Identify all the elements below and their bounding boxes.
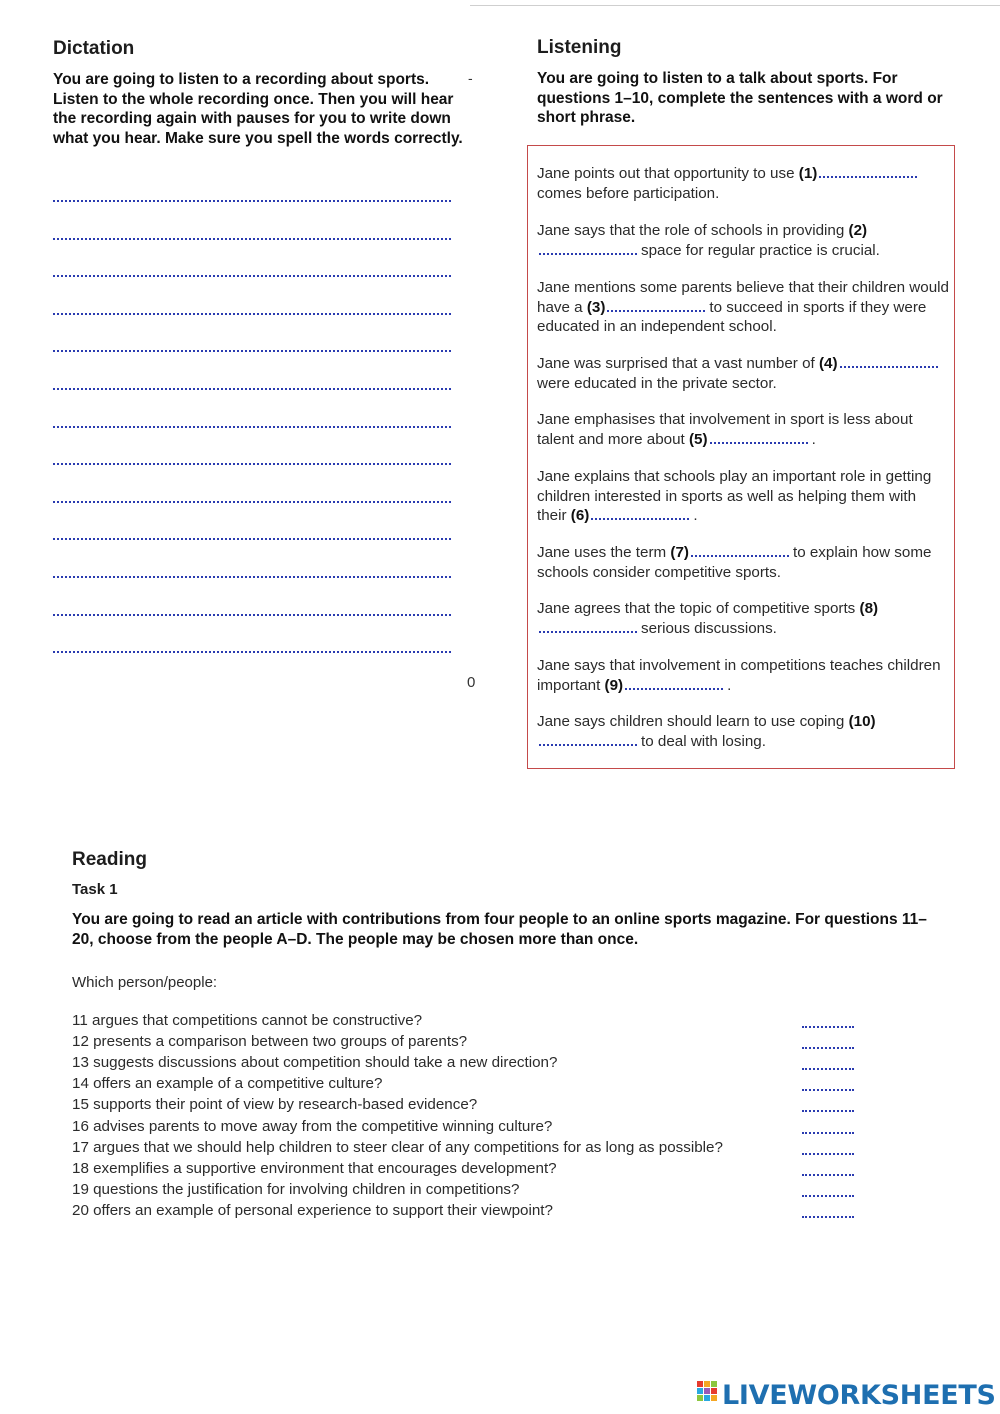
reading-answer-gap[interactable] xyxy=(802,1132,854,1134)
question-number: (7) xyxy=(670,544,689,561)
reading-prompt: Which person/people: xyxy=(72,974,218,991)
dictation-line[interactable] xyxy=(53,313,451,351)
dictation-line[interactable] xyxy=(53,501,451,539)
listening-question xyxy=(537,354,949,393)
listening-question xyxy=(537,164,949,203)
question-text-pre: Jane agrees that the topic of competitive sports xyxy=(537,600,856,617)
reading-answer-gap[interactable] xyxy=(802,1216,854,1218)
dictation-line[interactable] xyxy=(53,426,451,464)
reading-answer-gap[interactable] xyxy=(802,1068,854,1070)
question-number: (1) xyxy=(798,165,818,182)
dictation-title: Dictation xyxy=(53,38,135,59)
question-text-pre: Jane mentions some parents believe that their children would have a xyxy=(537,279,949,316)
reading-question: 14 offers an example of a competitive culture? xyxy=(72,1075,383,1093)
reading-instructions: You are going to read an article with contributions from four people to an online sports magazine. For questions 11–20, choose from the people A–D. The people may be chosen more than once. xyxy=(72,911,927,948)
listening-question xyxy=(537,712,949,751)
dictation-line[interactable] xyxy=(53,614,451,652)
question-text-post: serious discussions. xyxy=(641,619,777,637)
stray-mark: - xyxy=(468,70,473,86)
listening-question xyxy=(537,599,949,638)
question-text-post: comes before participation. xyxy=(537,184,720,202)
question-number: (5) xyxy=(689,430,708,448)
reading-answer-gap[interactable] xyxy=(802,1195,854,1197)
listening-question xyxy=(537,278,949,337)
question-text-post: . xyxy=(693,507,698,525)
dictation-line[interactable] xyxy=(53,463,451,501)
answer-gap[interactable] xyxy=(840,356,938,368)
question-number: (10) xyxy=(848,713,876,730)
question-text-pre: Jane points out that opportunity to use xyxy=(537,165,795,182)
stray-zero: 0 xyxy=(467,674,476,691)
dictation-line[interactable] xyxy=(53,275,451,313)
question-text-post: to deal with losing. xyxy=(641,732,766,750)
dictation-line[interactable] xyxy=(53,576,451,614)
top-divider xyxy=(470,0,1000,6)
question-text-post: to explain how some schools consider competitive sports. xyxy=(537,544,932,581)
question-text-pre: Jane emphasises that involvement in sport is less about talent and more about xyxy=(537,411,913,448)
reading-answer-gap[interactable] xyxy=(802,1153,854,1155)
reading-question: 12 presents a comparison between two groups of parents? xyxy=(72,1033,468,1051)
logo-icon xyxy=(697,1381,719,1409)
reading-title: Reading xyxy=(72,849,147,870)
dictation-line[interactable] xyxy=(53,538,451,576)
question-number: (8) xyxy=(859,600,879,617)
reading-question: 17 argues that we should help children to steer clear of any competitions for as long as possible? xyxy=(72,1138,723,1156)
logo-text: LIVEWORKSHEETS xyxy=(722,1379,996,1411)
reading-question: 15 supports their point of view by research-based evidence? xyxy=(72,1096,478,1114)
question-text-pre: Jane says that the role of schools in providing xyxy=(537,222,845,239)
reading-question: 18 exemplifies a supportive environment that encourages development? xyxy=(72,1159,557,1177)
reading-question: 19 questions the justification for involving children in competitions? xyxy=(72,1180,520,1198)
question-number: (3) xyxy=(586,298,606,316)
dictation-line[interactable] xyxy=(53,651,451,689)
answer-gap[interactable] xyxy=(691,545,789,557)
listening-question xyxy=(537,656,949,695)
question-number: (6) xyxy=(570,507,590,525)
reading-answer-gap[interactable] xyxy=(802,1110,854,1112)
answer-gap[interactable] xyxy=(591,508,689,520)
question-text-post: . xyxy=(727,676,732,694)
answer-gap[interactable] xyxy=(625,678,723,690)
answer-gap[interactable] xyxy=(819,166,917,178)
listening-instructions: You are going to listen to a talk about sports. For questions 1–10, complete the sentences with a word or short phrase. xyxy=(537,70,943,126)
question-text-post: were educated in the private sector. xyxy=(537,374,777,392)
liveworksheets-logo xyxy=(697,1378,996,1412)
question-text-pre: Jane says children should learn to use coping xyxy=(537,713,845,730)
dictation-instructions: You are going to listen to a recording about sports. Listen to the whole recording once. Then you will hear the recording again with pauses for you to write down what you hear. Make sure you spell the words correctly. xyxy=(53,71,463,147)
reading-task-label: Task 1 xyxy=(72,881,118,898)
dictation-line[interactable] xyxy=(53,388,451,426)
listening-question xyxy=(537,543,949,582)
reading-answer-gap[interactable] xyxy=(802,1026,854,1028)
question-number: (4) xyxy=(818,355,838,372)
question-text-pre: Jane explains that schools play an important role in getting children interested in sports as well as helping them with their xyxy=(537,468,932,525)
answer-gap[interactable] xyxy=(607,300,705,312)
reading-answer-gap[interactable] xyxy=(802,1089,854,1091)
reading-answer-gap[interactable] xyxy=(802,1174,854,1176)
reading-question: 16 advises parents to move away from the competitive winning culture? xyxy=(72,1117,553,1135)
reading-question: 20 offers an example of personal experience to support their viewpoint? xyxy=(72,1201,553,1219)
listening-question xyxy=(537,467,949,526)
answer-gap[interactable] xyxy=(710,432,808,444)
question-text-pre: Jane says that involvement in competitions teaches children important xyxy=(537,657,941,694)
question-number: (9) xyxy=(604,676,624,694)
reading-question: 13 suggests discussions about competition should take a new direction? xyxy=(72,1054,558,1072)
answer-gap[interactable] xyxy=(539,243,637,255)
question-text-post: . xyxy=(811,430,816,448)
reading-answer-gap[interactable] xyxy=(802,1047,854,1049)
question-text-post: space for regular practice is crucial. xyxy=(641,241,880,259)
answer-gap[interactable] xyxy=(539,621,637,633)
question-number: (2) xyxy=(848,222,868,239)
dictation-answer-lines[interactable] xyxy=(53,200,451,689)
listening-question xyxy=(537,410,949,449)
dictation-line[interactable] xyxy=(53,200,451,238)
question-text-pre: Jane uses the term xyxy=(537,544,667,561)
dictation-line[interactable] xyxy=(53,350,451,388)
listening-title: Listening xyxy=(537,37,622,58)
reading-question: 11 argues that competitions cannot be constructive? xyxy=(72,1012,423,1029)
listening-question xyxy=(537,221,949,260)
question-text-pre: Jane was surprised that a vast number of xyxy=(537,355,815,372)
answer-gap[interactable] xyxy=(539,734,637,746)
question-text-post: to succeed in sports if they were educated in an independent school. xyxy=(537,298,927,336)
listening-questions-box xyxy=(527,145,955,769)
dictation-line[interactable] xyxy=(53,238,451,276)
